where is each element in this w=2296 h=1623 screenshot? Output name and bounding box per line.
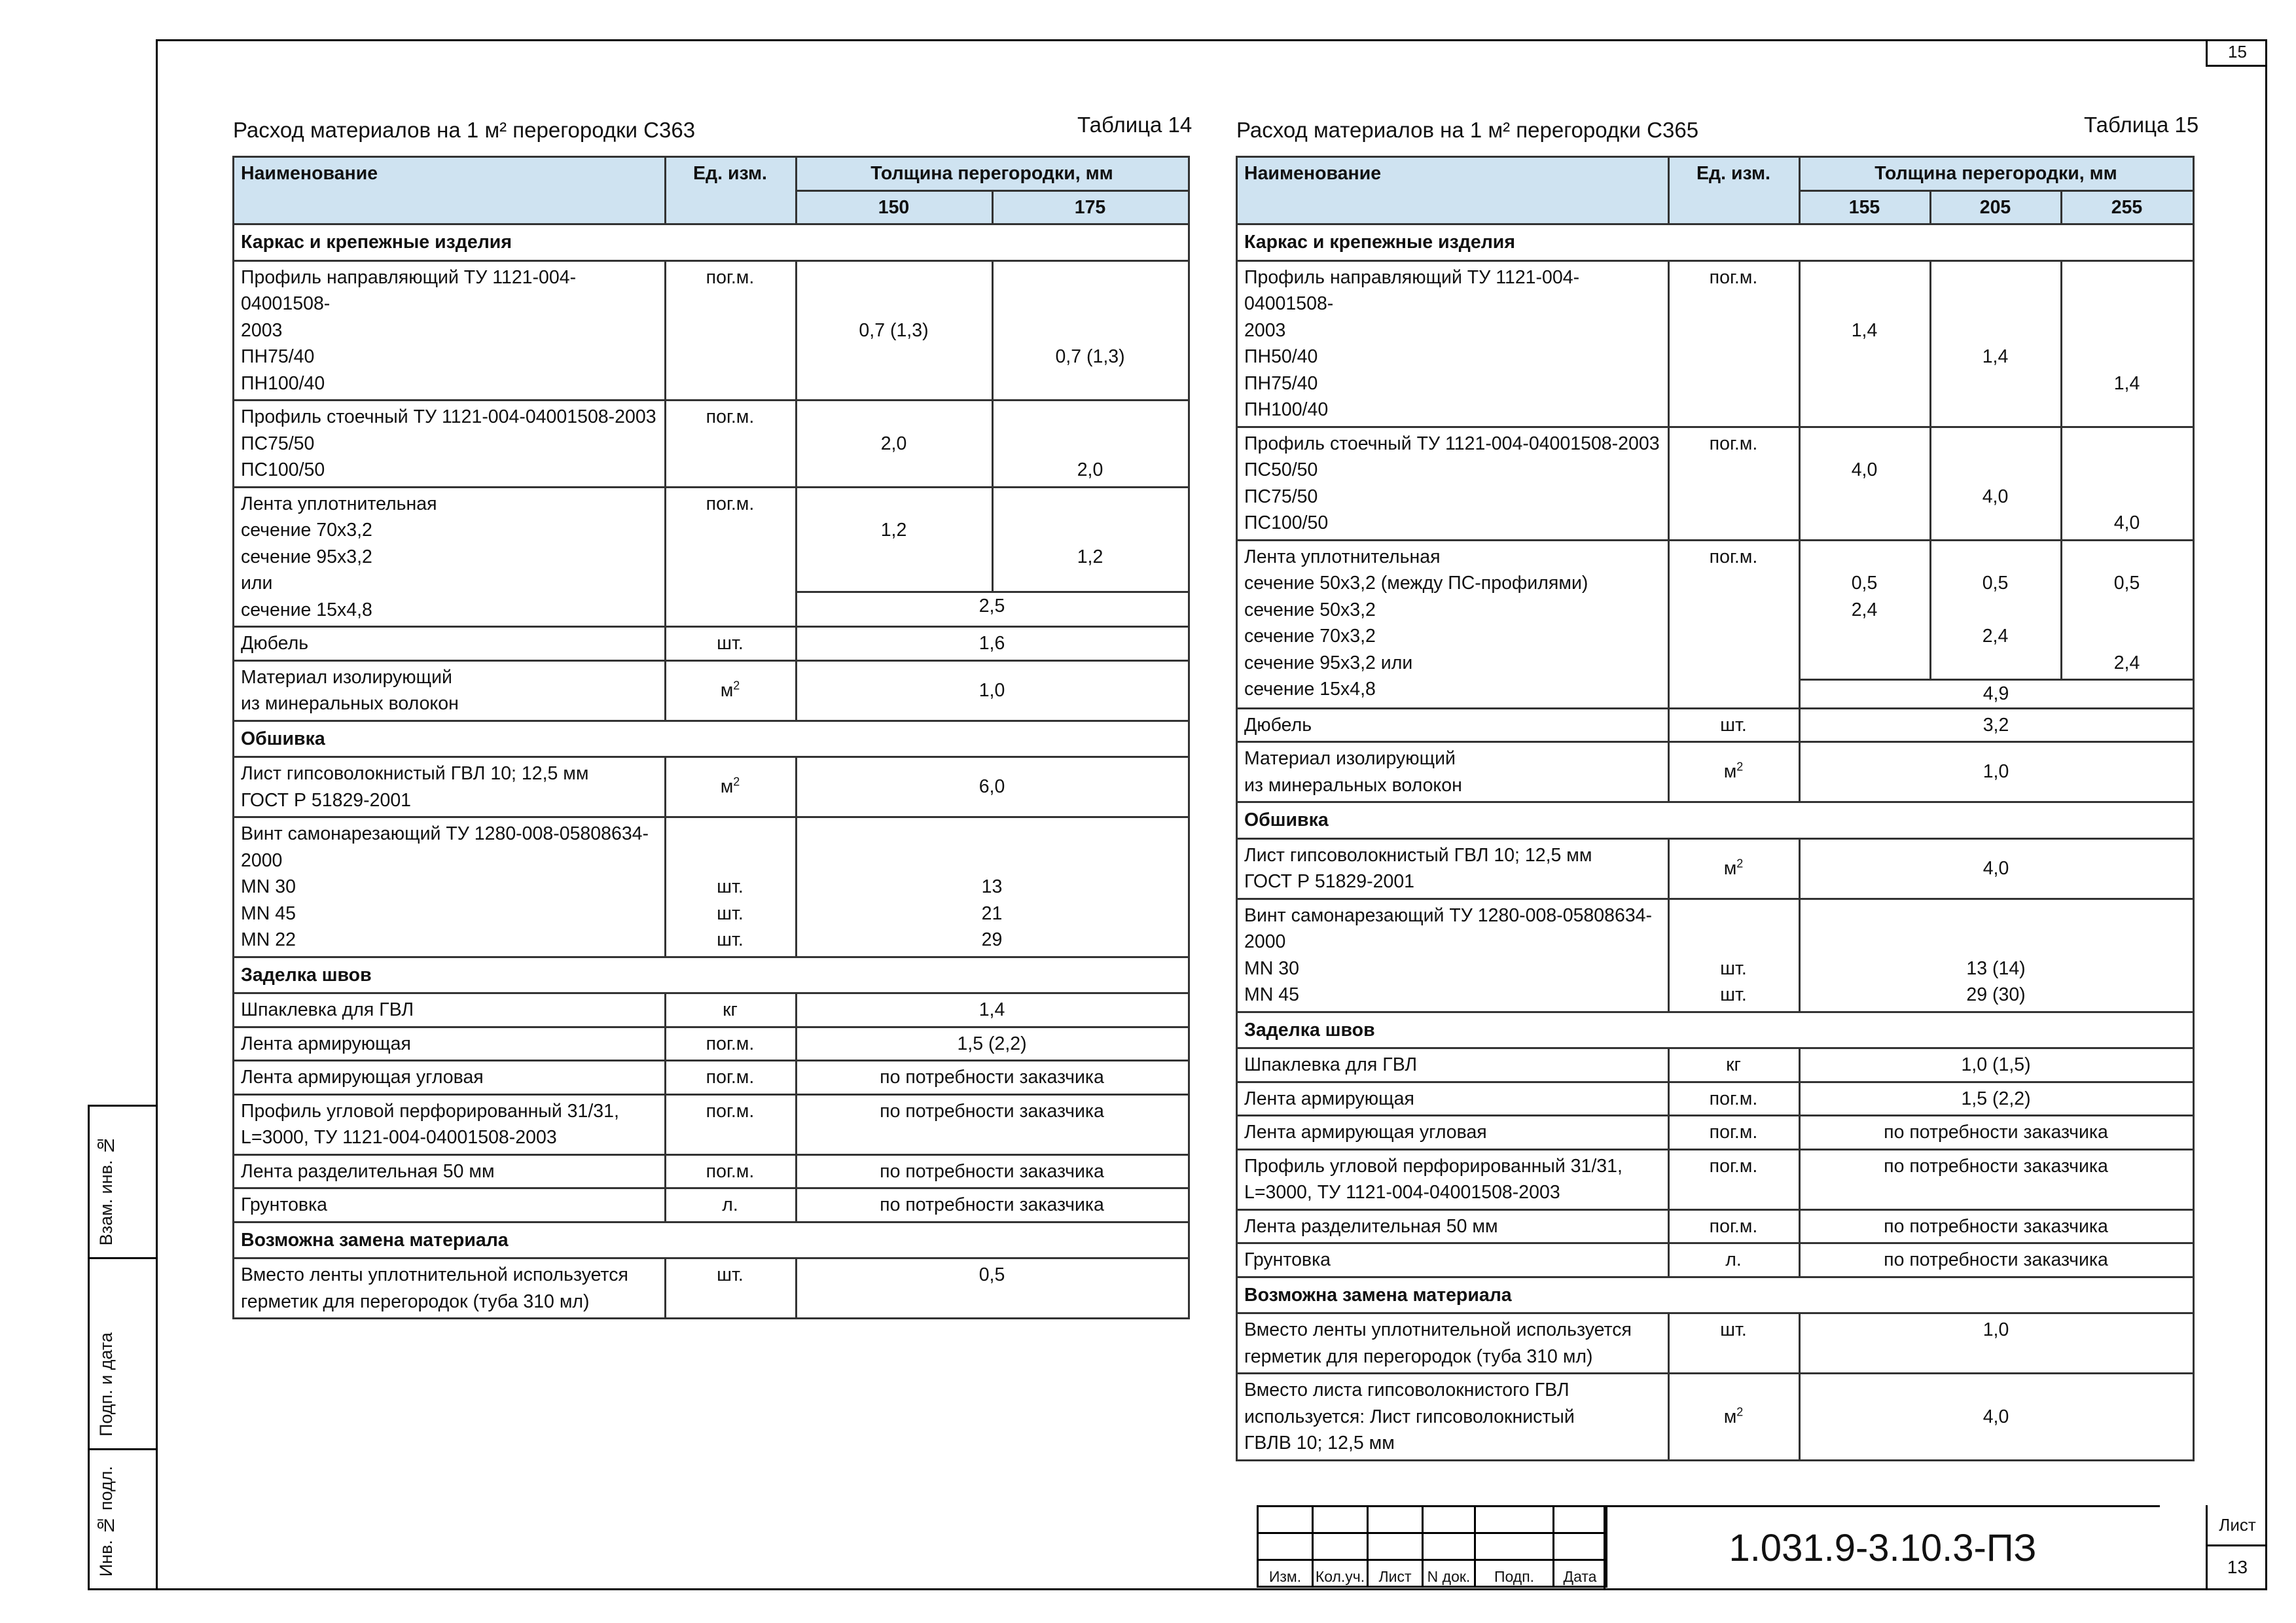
t14-header-unit: Ед. изм.: [666, 157, 797, 224]
value-cell: 1,4: [1982, 346, 2009, 367]
value-cell: 2,0: [880, 433, 907, 454]
value-cell: 1,6: [797, 627, 1189, 661]
t15-section-joints: Заделка швов: [1237, 1012, 2194, 1048]
value-cell: 1,5 (2,2): [797, 1027, 1189, 1061]
cell-text: сечение 15х4,8: [1244, 679, 1376, 700]
t15-header-255: 255: [2062, 190, 2194, 224]
unit-cell: [666, 660, 797, 721]
value-cell: 0,5: [797, 1258, 1189, 1319]
value-text: 13 (14): [1966, 957, 2026, 979]
value-cell: 0,7 (1,3): [1055, 346, 1125, 367]
t14-section-replace: Возможна замена материала: [234, 1222, 1189, 1258]
value-cell: 0,7 (1,3): [859, 319, 929, 341]
cell-text: Лист гипсоволокнистый ГВЛ 10; 12,5 мм: [241, 763, 589, 784]
cell-text: MN 45: [241, 902, 296, 924]
cell-text: Профиль угловой перфорированный 31/31,: [1244, 1155, 1623, 1177]
cell-text: ГОСТ Р 51829-2001: [241, 789, 412, 811]
value-cell: по потребности заказчика: [1800, 1243, 2194, 1277]
table-row: [234, 401, 1189, 488]
table-row: [1237, 742, 2194, 802]
unit-cell: шт.: [666, 1258, 797, 1319]
cell-text: Лента разделительная 50 мм: [1237, 1209, 1669, 1243]
unit-text: м: [1723, 857, 1737, 879]
side-cell-vzam: [88, 1105, 156, 1259]
title-block: [1257, 1505, 2267, 1590]
value-cell: 1,0: [1800, 742, 2194, 802]
cell-text: Лента армирующая угловая: [234, 1061, 666, 1095]
cell-text: Вместо ленты уплотнительной используется: [241, 1264, 628, 1285]
table-row: [1237, 1313, 2194, 1374]
cell-text: Материал изолирующий: [1244, 748, 1456, 769]
cell-text: Профиль стоечный ТУ 1121-004-04001508-2003: [1244, 433, 1660, 454]
cell-text: ПС75/50: [1244, 486, 1318, 507]
unit-sup: 2: [1736, 760, 1744, 774]
cell-text: Винт самонарезающий ТУ 1280-008-05808634-: [1244, 904, 1653, 926]
value-text: 21: [981, 902, 1003, 924]
t14-header-thickness: Толщина перегородки, мм: [797, 157, 1189, 191]
value-cell: 2,0: [1077, 459, 1103, 480]
side-cell-inv: [88, 1448, 156, 1590]
cell-text: Шпаклевка для ГВЛ: [1237, 1048, 1669, 1082]
cell-text: герметик для перегородок (туба 310 мл): [241, 1291, 590, 1312]
cell-text: Грунтовка: [234, 1188, 666, 1222]
cell-text: ПН100/40: [241, 372, 325, 394]
cell-text: Лента разделительная 50 мм: [234, 1154, 666, 1188]
cell-text: ПН50/40: [1244, 346, 1318, 367]
table-row: [1237, 260, 2194, 427]
table-row: [234, 757, 1189, 817]
cell-text: MN 30: [241, 876, 296, 897]
stamp-label-podp: Подп.: [1475, 1560, 1554, 1587]
unit-cell: шт.: [666, 627, 797, 661]
unit-cell: пог.м.: [1669, 1209, 1800, 1243]
table-row: [234, 1154, 1189, 1188]
value-cell: 0,5: [1982, 573, 2009, 594]
cell-text: Лента армирующая: [234, 1027, 666, 1061]
cell-text: Дюбель: [1237, 708, 1669, 742]
value-cell: 4,0: [1851, 459, 1878, 480]
cell-text: из минеральных волокон: [241, 693, 459, 714]
t15-header-name: Наименование: [1237, 157, 1669, 224]
cell-text: Винт самонарезающий ТУ 1280-008-05808634-: [241, 823, 649, 844]
table14-title: Расход материалов на 1 м² перегородки С363: [233, 118, 696, 142]
value-cell: 1,4: [1851, 319, 1878, 341]
value-text: 29 (30): [1966, 984, 2026, 1005]
unit-cell: пог.м.: [666, 1094, 797, 1154]
table-row: [1237, 838, 2194, 899]
t14-header-name: Наименование: [234, 157, 666, 224]
t15-header-155: 155: [1800, 190, 1931, 224]
cell-text: ГОСТ Р 51829-2001: [1244, 871, 1415, 892]
unit-cell: пог.м.: [1669, 427, 1800, 540]
value-cell: по потребности заказчика: [797, 1094, 1189, 1154]
cell-text: ПН75/40: [1244, 372, 1318, 394]
unit-text: шт.: [1720, 984, 1747, 1005]
unit-sup: 2: [733, 679, 740, 692]
unit-text: м: [720, 776, 734, 798]
value-cell: 0,5: [1851, 573, 1878, 594]
cell-text: герметик для перегородок (туба 310 мл): [1244, 1346, 1593, 1367]
unit-cell: пог.м.: [1669, 1082, 1800, 1116]
cell-text: Вместо листа гипсоволокнистого ГВЛ: [1244, 1380, 1570, 1400]
document-code: 1.031.9-3.10.3-ПЗ: [1604, 1505, 2160, 1590]
value-cell: по потребности заказчика: [797, 1154, 1189, 1188]
value-cell: 1,5 (2,2): [1800, 1082, 2194, 1116]
cell-text: сечение 95х3,2 или: [1244, 652, 1413, 673]
sheet-box: [2206, 1505, 2267, 1590]
cell-text: сечение 50х3,2 (между ПС-профилями): [1244, 573, 1588, 594]
cell-text: ПС100/50: [241, 459, 325, 480]
unit-text: шт.: [717, 876, 744, 897]
cell-text: Профиль направляющий ТУ 1121-004-04001508-: [1244, 266, 1580, 314]
unit-text: м: [720, 679, 734, 701]
side-label-vzam: Взам. инв. №: [96, 1135, 116, 1245]
sheet-number: 13: [2227, 1557, 2248, 1577]
value-cell: по потребности заказчика: [1800, 1149, 2194, 1209]
table-row: [234, 260, 1189, 401]
table-row: [1237, 1116, 2194, 1150]
t15-section-replace: Возможна замена материала: [1237, 1277, 2194, 1313]
cell-text: ПС50/50: [1244, 459, 1318, 480]
cell-text: сечение 50х3,2: [1244, 599, 1376, 620]
table-row: [234, 660, 1189, 721]
unit-cell: кг: [666, 993, 797, 1027]
value-cell: 2,4: [1982, 626, 2009, 647]
unit-text: м: [1723, 761, 1737, 783]
cell-text: Профиль стоечный ТУ 1121-004-04001508-2003: [241, 406, 656, 427]
cell-text: Профиль направляющий ТУ 1121-004-04001508-: [241, 266, 577, 314]
value-cell: 2,4: [2113, 652, 2140, 673]
cell-text: ПН100/40: [1244, 399, 1329, 420]
t14-section-sheathing: Обшивка: [234, 721, 1189, 757]
cell-text: Шпаклевка для ГВЛ: [234, 993, 666, 1027]
side-label-inv: Инв. № подл.: [96, 1465, 116, 1577]
cell-text: L=3000, ТУ 1121-004-04001508-2003: [1244, 1182, 1560, 1203]
cell-text: используется: Лист гипсоволокнистый: [1244, 1406, 1575, 1427]
t15-section-frame: Каркас и крепежные изделия: [1237, 224, 2194, 261]
cell-text: 2000: [1244, 931, 1286, 952]
value-cell: 1,0 (1,5): [1800, 1048, 2194, 1082]
table-row: [234, 817, 1189, 957]
cell-text: Материал изолирующий: [241, 666, 452, 688]
stamp-label-koluch: Кол.уч.: [1313, 1560, 1368, 1587]
cell-text: 2003: [1244, 319, 1286, 341]
value-cell: по потребности заказчика: [797, 1061, 1189, 1095]
cell-text: ПС75/50: [241, 433, 315, 454]
cell-text: Лист гипсоволокнистый ГВЛ 10; 12,5 мм: [1244, 844, 1592, 866]
value-cell: 0,5: [2113, 573, 2140, 594]
stamp-label-list: Лист: [1368, 1560, 1423, 1587]
table15: [1236, 156, 2195, 1461]
table-row: [234, 627, 1189, 661]
unit-cell: пог.м.: [666, 1061, 797, 1095]
cell-text: Лента уплотнительная: [241, 493, 437, 514]
cell-text: Дюбель: [234, 627, 666, 661]
table15-number: Таблица 15: [2084, 113, 2199, 137]
unit-cell: пог.м.: [666, 487, 797, 627]
unit-text: м: [1723, 1406, 1737, 1427]
unit-cell: [666, 757, 797, 817]
table-row: [234, 487, 1189, 592]
table-row: [1237, 708, 2194, 742]
unit-cell: [1669, 838, 1800, 899]
cell-text: сечение 70х3,2: [1244, 626, 1376, 647]
unit-cell: пог.м.: [666, 260, 797, 401]
cell-text: сечение 95х3,2: [241, 546, 372, 567]
table-row: [234, 1094, 1189, 1154]
unit-cell: пог.м.: [666, 401, 797, 488]
value-cell: 1,4: [797, 993, 1189, 1027]
cell-text: сечение 70х3,2: [241, 520, 372, 541]
t14-section-frame: Каркас и крепежные изделия: [234, 224, 1189, 261]
table-row: [234, 993, 1189, 1027]
unit-cell: [1669, 1374, 1800, 1461]
table-row: [1237, 1209, 2194, 1243]
cell-text: ПН75/40: [241, 346, 315, 367]
unit-sup: 2: [1736, 857, 1744, 870]
unit-text: шт.: [717, 902, 744, 924]
side-label-podp: Подп. и дата: [96, 1332, 116, 1436]
unit-cell: л.: [1669, 1243, 1800, 1277]
unit-cell: [1669, 742, 1800, 802]
value-cell: 1,4: [2113, 372, 2140, 394]
cell-text: Вместо ленты уплотнительной используется: [1244, 1319, 1632, 1340]
value-cell: 2,5: [797, 592, 1189, 627]
unit-cell: пог.м.: [666, 1154, 797, 1188]
cell-text: 2003: [241, 319, 283, 341]
value-cell: 1,0: [1800, 1313, 2194, 1374]
value-cell: 3,2: [1800, 708, 2194, 742]
table-row: [1237, 899, 2194, 1012]
t14-section-joints: Заделка швов: [234, 957, 1189, 993]
stamp-label-izm: Изм.: [1258, 1560, 1313, 1587]
page-top-number: 15: [2206, 39, 2267, 67]
table14: [232, 156, 1190, 1319]
table-row: [234, 1258, 1189, 1319]
unit-sup: 2: [1736, 1405, 1744, 1418]
cell-text: Лента уплотнительная: [1244, 546, 1441, 567]
value-cell: по потребности заказчика: [1800, 1209, 2194, 1243]
cell-text: Грунтовка: [1237, 1243, 1669, 1277]
value-cell: 2,4: [1851, 599, 1878, 620]
table-row: [234, 1188, 1189, 1222]
title-block-grid: [1257, 1505, 1607, 1588]
table-row: [234, 1027, 1189, 1061]
table-row: [1237, 540, 2194, 680]
value-cell: 1,2: [1077, 546, 1103, 567]
unit-cell: пог.м.: [1669, 1116, 1800, 1150]
unit-sup: 2: [733, 775, 740, 789]
cell-text: Лента армирующая: [1237, 1082, 1669, 1116]
t15-header-thickness: Толщина перегородки, мм: [1800, 157, 2194, 191]
value-text: 29: [981, 929, 1003, 950]
t15-header-unit: Ед. изм.: [1669, 157, 1800, 224]
cell-text: сечение 15х4,8: [241, 599, 372, 620]
table-row: [1237, 1243, 2194, 1277]
value-cell: 1,2: [880, 520, 907, 541]
cell-text: Лента армирующая угловая: [1237, 1116, 1669, 1150]
unit-cell: шт.: [1669, 1313, 1800, 1374]
value-cell: по потребности заказчика: [797, 1188, 1189, 1222]
value-cell: 4,0: [1800, 838, 2194, 899]
cell-text: Профиль угловой перфорированный 31/31,: [241, 1100, 619, 1122]
t14-header-150: 150: [797, 190, 993, 224]
value-text: 13: [981, 876, 1003, 897]
value-cell: 4,0: [1800, 1374, 2194, 1461]
unit-cell: пог.м.: [1669, 260, 1800, 427]
side-cell-podp: [88, 1257, 156, 1450]
table-row: [1237, 1374, 2194, 1461]
stamp-label-ndok: N док.: [1423, 1560, 1475, 1587]
unit-text: шт.: [1720, 957, 1747, 979]
t15-section-sheathing: Обшивка: [1237, 802, 2194, 839]
table-row: [1237, 1149, 2194, 1209]
sheet-label: Лист: [2208, 1505, 2267, 1546]
value-cell: 4,0: [2113, 512, 2140, 533]
cell-text: MN 30: [1244, 957, 1299, 979]
t14-header-175: 175: [993, 190, 1189, 224]
cell-text: из минеральных волокон: [1244, 774, 1462, 796]
t15-header-205: 205: [1931, 190, 2062, 224]
table14-number: Таблица 14: [1077, 113, 1193, 137]
cell-text: L=3000, ТУ 1121-004-04001508-2003: [241, 1127, 557, 1148]
unit-cell: шт.: [1669, 708, 1800, 742]
cell-text: MN 22: [241, 929, 296, 950]
unit-cell: л.: [666, 1188, 797, 1222]
cell-text: ГВЛВ 10; 12,5 мм: [1244, 1433, 1395, 1454]
value-cell: 6,0: [797, 757, 1189, 817]
cell-text: 2000: [241, 849, 283, 871]
value-cell: 4,9: [1800, 680, 2194, 709]
value-cell: 4,0: [1982, 486, 2009, 507]
table-row: [234, 1061, 1189, 1095]
value-cell: по потребности заказчика: [1800, 1116, 2194, 1150]
unit-text: шт.: [717, 929, 744, 950]
table15-title: Расход материалов на 1 м² перегородки С365: [1236, 118, 1699, 142]
unit-cell: кг: [1669, 1048, 1800, 1082]
side-stamp: [88, 1105, 156, 1590]
table-row: [1237, 1082, 2194, 1116]
cell-text: ПС100/50: [1244, 512, 1329, 533]
cell-text: MN 45: [1244, 984, 1299, 1005]
unit-cell: пог.м.: [1669, 540, 1800, 708]
table-row: [1237, 427, 2194, 540]
cell-text: или: [241, 573, 273, 594]
value-cell: 1,0: [797, 660, 1189, 721]
stamp-label-data: Дата: [1554, 1560, 1607, 1587]
unit-cell: пог.м.: [666, 1027, 797, 1061]
unit-cell: пог.м.: [1669, 1149, 1800, 1209]
table-row: [1237, 1048, 2194, 1082]
